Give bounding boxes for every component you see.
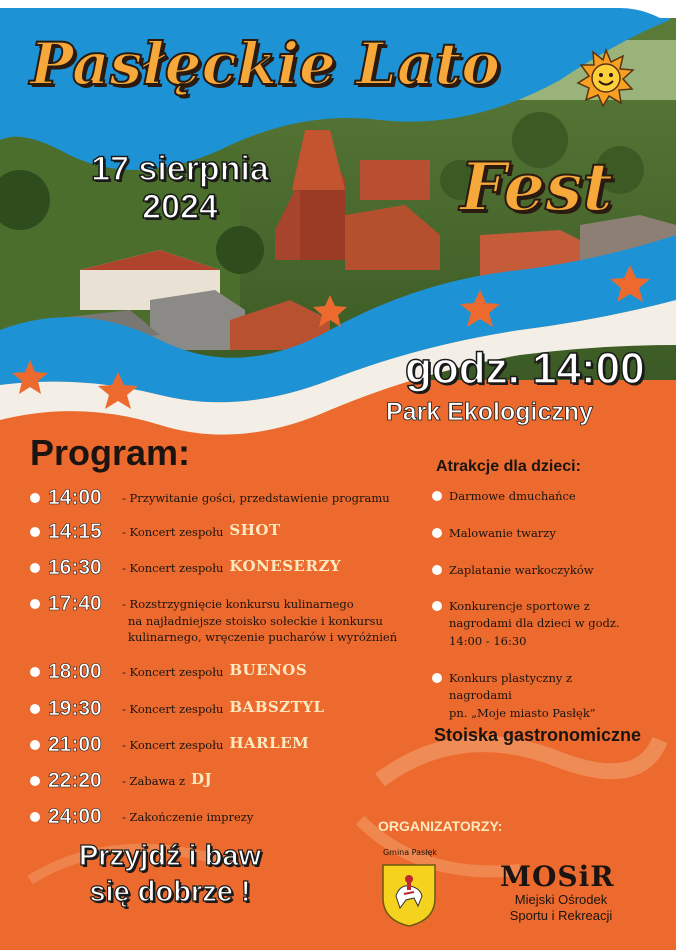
kids-item: Zaplatanie warkoczyków [432, 562, 632, 579]
band-name: BABSZTYL [229, 698, 325, 716]
band-name: HARLEM [229, 734, 310, 752]
band-name: BUENOS [229, 661, 308, 679]
band-name: KONESERZY [229, 557, 342, 575]
program-time: 22:20 [48, 769, 102, 792]
kids-item: Konkurs plastyczny z nagrodami pn. „Moje miasto Pasłęk” [432, 670, 632, 722]
program-heading: Program: [30, 432, 191, 473]
program-item [30, 697, 325, 721]
program-time: 16:30 [48, 556, 102, 579]
program-time: 24:00 [48, 805, 102, 828]
program-item [30, 486, 390, 510]
program-desc: - Przywitanie gości, przedstawienie programu [122, 491, 390, 505]
program-time: 14:15 [48, 520, 102, 543]
program-desc: - Koncert zespołu [122, 738, 224, 752]
mosir-logo-text: MOSiR [500, 860, 615, 893]
program-desc: - Koncert zespołu [122, 561, 224, 575]
program-time: 14:00 [48, 486, 102, 509]
band-name: SHOT [229, 521, 281, 539]
program-desc: - Koncert zespołu [122, 702, 224, 716]
program-item [30, 660, 307, 684]
gmina-label: Gmina Pasłęk [382, 848, 438, 857]
band-name: DJ [191, 770, 213, 788]
mosir-fullname: Miejski Ośrodek Sportu i Rekreacji [509, 892, 613, 924]
program-time: 19:30 [48, 697, 102, 720]
program-item [30, 733, 309, 757]
kids-item: Darmowe dmuchańce [432, 488, 632, 505]
kids-item: Konkurencje sportowe z nagrodami dla dzieci w godz. 14:00 - 16:30 [432, 598, 632, 650]
kids-heading: Atrakcje dla dzieci: [436, 458, 581, 475]
event-date-day: 17 sierpnia [91, 150, 269, 188]
program-desc: - Koncert zespołu [122, 665, 224, 679]
program-time: 17:40 [48, 592, 102, 615]
event-venue: Park Ekologiczny [386, 398, 594, 426]
kids-item: Malowanie twarzy [432, 525, 632, 542]
program-desc: - Koncert zespołu [122, 525, 224, 539]
program-item [30, 769, 212, 793]
gastro-stands: Stoiska gastronomiczne [434, 725, 642, 745]
festival-title-line1: Pasłęckie Lato [30, 30, 500, 98]
program-item [30, 805, 253, 829]
invite-text: Przyjdź i baw się dobrze ! [78, 840, 262, 909]
program-desc-multiline: - Rozstrzygnięcie konkursu kulinarnego na najładniejsze stoisko sołeckie i konkursu kulinarnego, wręczenie pucharów i wyróżnień [122, 597, 398, 645]
event-date [70, 150, 290, 226]
program-item [30, 592, 397, 646]
program-item [30, 520, 281, 544]
program-time: 18:00 [48, 660, 102, 683]
festival-title-line2: Fest [460, 148, 613, 226]
sun-icon [576, 48, 636, 108]
gmina-coat-of-arms-logo [380, 862, 438, 928]
event-date-year: 2024 [142, 188, 218, 227]
program-desc: - Zabawa z [122, 774, 186, 788]
event-time: godz. 14:00 [405, 344, 645, 393]
program-time: 21:00 [48, 733, 102, 756]
program-desc: - Zakończenie imprezy [122, 810, 254, 824]
organizers-heading: ORGANIZATORZY: [378, 818, 503, 834]
program-item [30, 556, 341, 580]
